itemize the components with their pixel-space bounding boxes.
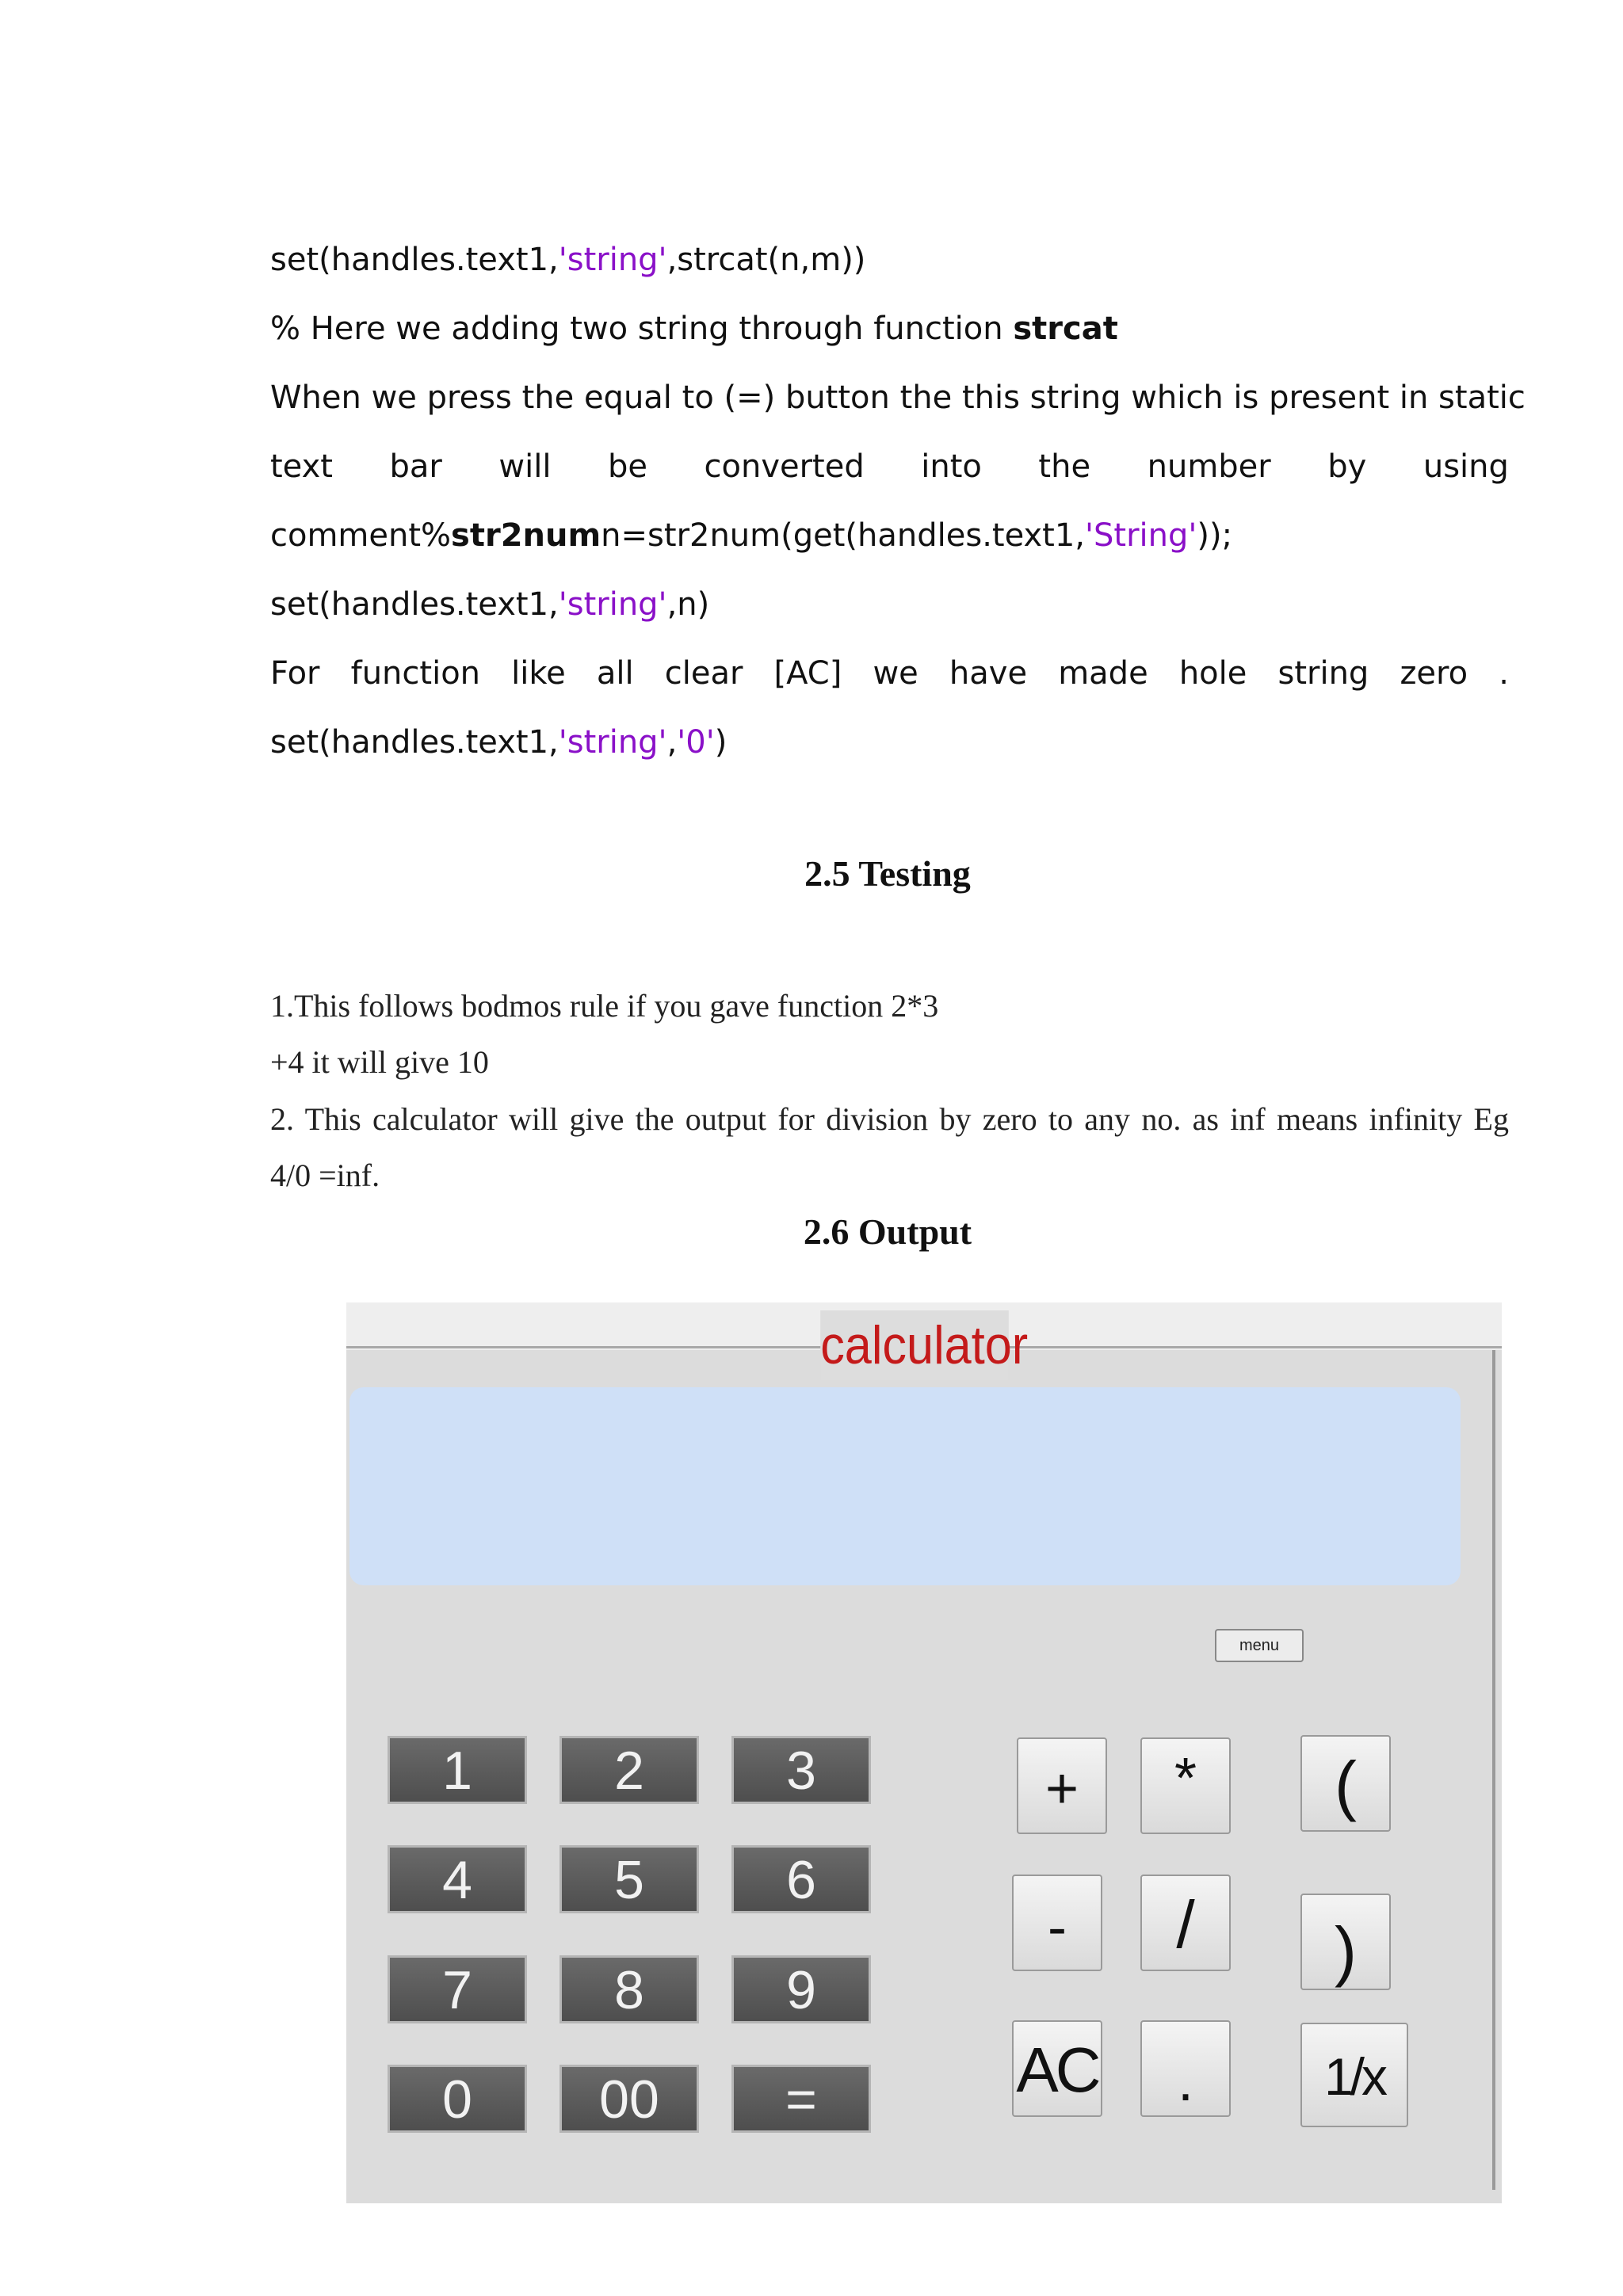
code-string: '0' [677, 724, 715, 761]
code-text: When we press the equal to (=) button the this string which is present in static [270, 379, 1526, 416]
key-8-button[interactable]: 8 [559, 1955, 699, 2023]
code-text: set(handles.text1, [270, 586, 559, 623]
divide-button[interactable]: / [1140, 1875, 1231, 1971]
code-text: set(handles.text1, [270, 724, 559, 761]
word: . [1499, 655, 1509, 692]
key-00-button[interactable]: 00 [559, 2065, 699, 2133]
key-7-button[interactable]: 7 [388, 1955, 527, 2023]
word: all [596, 655, 634, 692]
calculator-title: calculator [820, 1310, 1009, 1380]
code-string: 'String' [1085, 517, 1197, 554]
code-string: 'string' [558, 724, 667, 761]
code-line-5 [270, 517, 1233, 554]
code-line-1 [270, 244, 865, 276]
equals-button[interactable]: = [731, 2065, 871, 2133]
code-text: n=str2num(get(handles.text1, [601, 517, 1086, 554]
code-text: comment% [270, 517, 452, 554]
code-text: ,strcat(n,m)) [666, 242, 866, 278]
word: have [949, 655, 1028, 692]
close-paren-button[interactable]: ) [1300, 1894, 1391, 1990]
code-line-2 [270, 313, 1118, 345]
word: bar [389, 448, 442, 485]
word: converted [704, 448, 865, 485]
multiply-button[interactable]: * [1140, 1737, 1231, 1834]
code-line-6 [270, 586, 710, 623]
code-text: , [666, 724, 678, 761]
word: string [1277, 655, 1369, 692]
minus-button[interactable]: - [1012, 1875, 1102, 1971]
word: we [873, 655, 918, 692]
word: made [1058, 655, 1148, 692]
word: For [270, 655, 320, 692]
key-5-button[interactable]: 5 [559, 1845, 699, 1913]
word: will [498, 448, 552, 485]
reciprocal-button[interactable]: 1/x [1300, 2023, 1408, 2127]
code-text: ,n) [666, 586, 710, 623]
calculator-display [349, 1387, 1461, 1585]
key-0-button[interactable]: 0 [388, 2065, 527, 2133]
key-3-button[interactable]: 3 [731, 1736, 871, 1804]
code-text: set(handles.text1, [270, 242, 559, 278]
code-bold: strcat [1013, 311, 1118, 347]
testing-line: 1.This follows bodmos rule if you gave function 2*3 [270, 988, 939, 1024]
word: like [511, 655, 566, 692]
code-bold: str2num [451, 517, 601, 554]
word: be [607, 448, 647, 485]
key-9-button[interactable]: 9 [731, 1955, 871, 2023]
plus-button[interactable]: + [1017, 1737, 1107, 1834]
code-line-7 [270, 655, 1509, 692]
key-2-button[interactable]: 2 [559, 1736, 699, 1804]
open-paren-button[interactable]: ( [1300, 1735, 1391, 1832]
testing-line: 2. This calculator will give the output for division by zero to any no. as inf means infinity Eg [270, 1101, 1509, 1137]
word: text [270, 448, 333, 485]
code-string: 'string' [558, 586, 667, 623]
decimal-point-button[interactable]: . [1140, 2020, 1231, 2117]
menu-button[interactable]: menu [1215, 1629, 1304, 1662]
key-6-button[interactable]: 6 [731, 1845, 871, 1913]
word: clear [664, 655, 743, 692]
calculator-screenshot [346, 1302, 1502, 2203]
code-line-8 [270, 724, 727, 761]
code-text: % Here we adding two string through function [270, 311, 1014, 347]
key-4-button[interactable]: 4 [388, 1845, 527, 1913]
code-string: 'string' [558, 242, 667, 278]
calculator-right-edge [1492, 1350, 1495, 2190]
section-heading-output: 2.6 Output [803, 1211, 972, 1252]
code-line-3 [270, 379, 1526, 416]
word: by [1327, 448, 1367, 485]
word: [AC] [773, 655, 842, 692]
word: into [921, 448, 982, 485]
all-clear-button[interactable]: AC [1012, 2020, 1102, 2117]
testing-line: 4/0 =inf. [270, 1158, 380, 1193]
code-text: ) [714, 724, 727, 761]
word: function [350, 655, 481, 692]
testing-line: +4 it will give 10 [270, 1044, 489, 1080]
code-text: )); [1197, 517, 1233, 554]
word: number [1147, 448, 1271, 485]
word: hole [1178, 655, 1247, 692]
word: using [1423, 448, 1509, 485]
word: zero [1400, 655, 1468, 692]
section-heading-testing: 2.5 Testing [804, 853, 971, 894]
word: the [1038, 448, 1091, 485]
key-1-button[interactable]: 1 [388, 1736, 527, 1804]
code-line-4 [270, 448, 1509, 485]
